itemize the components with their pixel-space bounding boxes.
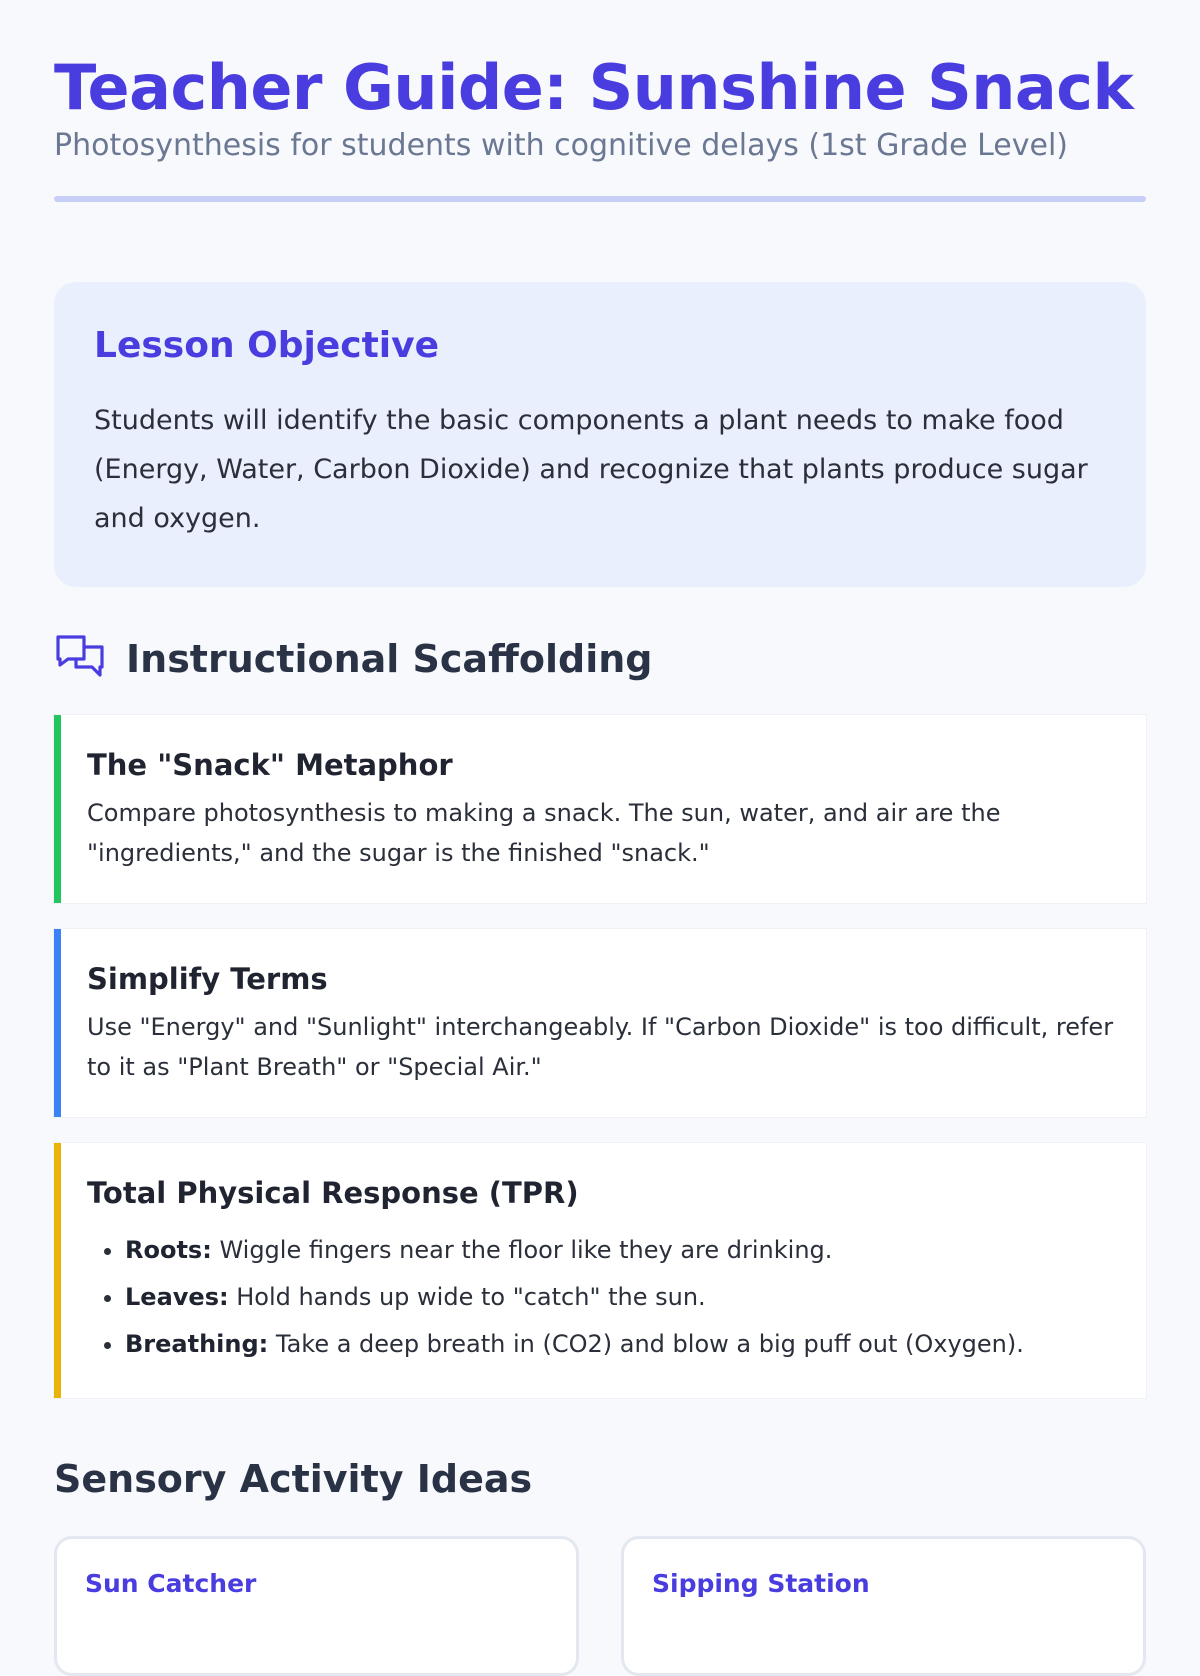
- lesson-objective-panel: [54, 282, 1146, 587]
- scaffold-card-text: Compare photosynthesis to making a snack. The sun, water, and air are the "ingredients," and the sugar is the finished "snack.": [87, 799, 1001, 867]
- scaffold-card-simplify-terms: [54, 929, 1146, 1117]
- tpr-item-roots: [125, 1227, 1114, 1274]
- activity-card-sipping-station: [621, 1536, 1146, 1676]
- scaffold-card-title: Total Physical Response (TPR): [87, 1176, 579, 1210]
- sensory-activity-heading: Sensory Activity Ideas: [54, 1457, 533, 1501]
- tpr-item-text: Take a deep breath in (CO2) and blow a big puff out (Oxygen).: [268, 1330, 1024, 1358]
- sensory-activity-grid: [54, 1536, 1146, 1676]
- scaffold-card-snack-metaphor: [54, 715, 1146, 903]
- scaffold-card-title: Simplify Terms: [87, 962, 328, 996]
- tpr-item-breathing: [125, 1321, 1114, 1368]
- tpr-item-label: Breathing:: [125, 1330, 269, 1358]
- lesson-objective-heading: Lesson Objective: [94, 325, 440, 366]
- tpr-list: [87, 1227, 1114, 1368]
- scaffold-card-tpr: [54, 1143, 1146, 1398]
- instructional-scaffolding-heading: Instructional Scaffolding: [126, 637, 653, 681]
- activity-card-title: Sipping Station: [652, 1569, 870, 1598]
- chat-bubbles-icon: [54, 633, 106, 685]
- activity-card-title: Sun Catcher: [85, 1569, 257, 1598]
- tpr-item-leaves: [125, 1274, 1114, 1321]
- tpr-item-text: Hold hands up wide to "catch" the sun.: [228, 1283, 706, 1311]
- activity-card-sun-catcher: [54, 1536, 579, 1676]
- page-header: [54, 0, 1146, 202]
- instructional-scaffolding-header: [54, 633, 1146, 685]
- tpr-item-label: Roots:: [125, 1236, 212, 1264]
- page-subtitle: Photosynthesis for students with cognitive delays (1st Grade Level): [54, 128, 1068, 163]
- lesson-objective-text: Students will identify the basic components a plant needs to make food (Energy, Water, Carbon Dioxide) and recognize that plants produce sugar and oxygen.: [94, 405, 1088, 534]
- tpr-item-text: Wiggle fingers near the floor like they are drinking.: [211, 1236, 833, 1264]
- scaffold-card-text: Use "Energy" and "Sunlight" interchangeably. If "Carbon Dioxide" is too difficult, refer to it as "Plant Breath" or "Special Air.": [87, 1013, 1114, 1081]
- scaffold-card-title: The "Snack" Metaphor: [87, 748, 453, 782]
- header-divider: [54, 196, 1146, 202]
- page-title: Teacher Guide: Sunshine Snack: [54, 51, 1134, 124]
- tpr-item-label: Leaves:: [125, 1283, 229, 1311]
